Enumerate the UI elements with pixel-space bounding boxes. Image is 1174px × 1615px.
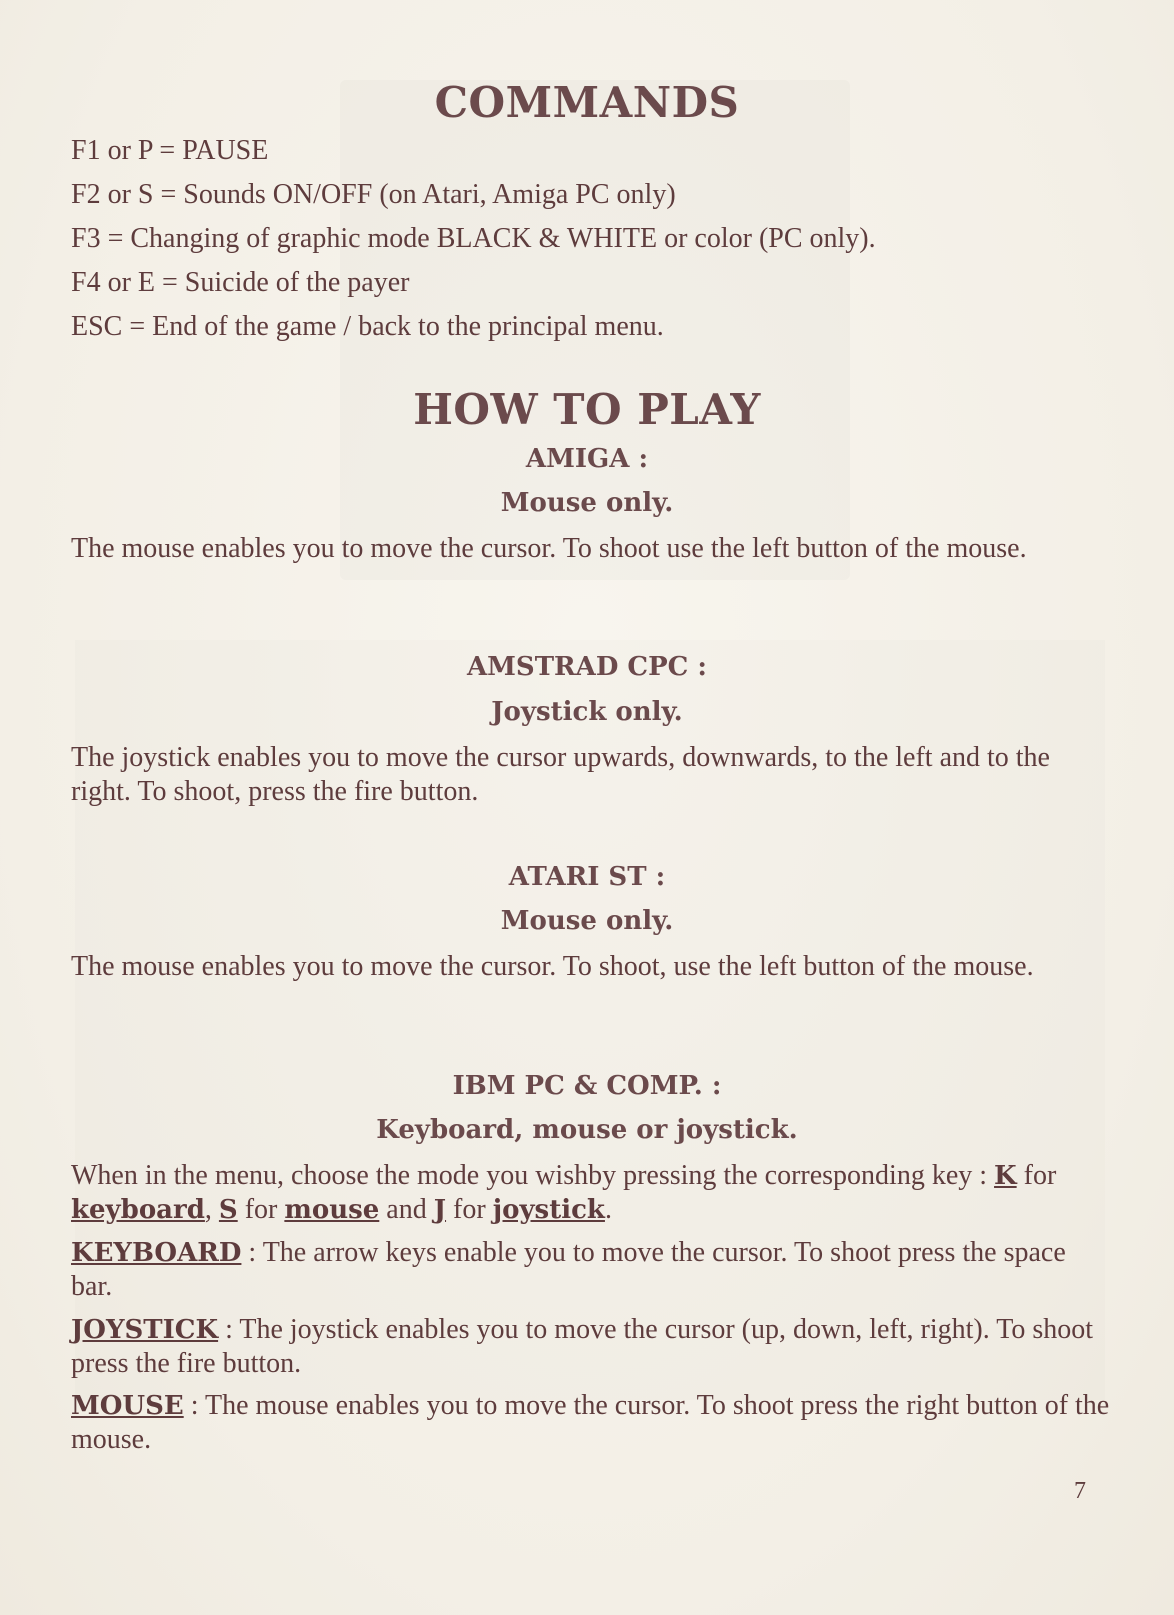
command-line-f4: F4 or E = Suicide of the payer [71, 267, 410, 298]
command-line-f1: F1 or P = PAUSE [71, 135, 269, 166]
ibm-subheading: Keyboard, mouse or joystick. [376, 1115, 798, 1145]
for-text-1: for [1016, 1160, 1057, 1191]
end-text: . [604, 1194, 612, 1225]
amstrad-heading: AMSTRAD CPC : [466, 652, 708, 682]
and-text: and [379, 1194, 434, 1225]
amiga-text: The mouse enables you to move the cursor. To shoot use the left button of the mouse. [71, 533, 1027, 564]
joystick-label: JOYSTICK [71, 1315, 219, 1345]
word-mouse: mouse [284, 1195, 380, 1225]
joystick-paragraph [71, 1313, 1111, 1381]
word-joystick: joystick [492, 1195, 605, 1225]
keyboard-label: KEYBOARD [71, 1238, 242, 1268]
joystick-text: : The joystick enables you to move the cursor (up, down, left, right). To shoot press the fire button. [71, 1314, 1094, 1379]
how-to-play-title: HOW TO PLAY [413, 385, 761, 434]
key-j: J [433, 1195, 447, 1225]
ibm-intro-text: When in the menu, choose the mode you wishby pressing the corresponding key : [71, 1160, 995, 1191]
for-text-2: for [237, 1194, 285, 1225]
amstrad-subheading: Joystick only. [491, 697, 683, 727]
separator-text: , [204, 1194, 219, 1225]
for-text-3: for [446, 1194, 493, 1225]
amiga-heading: AMIGA : [525, 444, 649, 474]
atari-text: The mouse enables you to move the cursor. To shoot, use the left button of the mouse. [71, 951, 1034, 982]
atari-heading: ATARI ST : [508, 862, 666, 892]
mouse-text: : The mouse enables you to move the cursor. To shoot press the right button of the mouse. [71, 1390, 1110, 1455]
atari-subheading: Mouse only. [500, 906, 674, 936]
mouse-label: MOUSE [71, 1391, 184, 1421]
command-line-f3: F3 = Changing of graphic mode BLACK & WHITE or color (PC only). [71, 223, 876, 254]
amstrad-text: The joystick enables you to move the cursor upwards, downwards, to the left and to the right. To shoot, press the fire button. [71, 742, 1050, 807]
keyboard-text: : The arrow keys enable you to move the cursor. To shoot press the space bar. [71, 1237, 1066, 1302]
page-number: 7 [1074, 1478, 1086, 1504]
command-line-esc: ESC = End of the game / back to the principal menu. [71, 311, 664, 342]
amiga-subheading: Mouse only. [500, 488, 674, 518]
command-line-f2: F2 or S = Sounds ON/OFF (on Atari, Amiga PC only) [71, 179, 676, 210]
key-s: S [218, 1195, 238, 1225]
keyboard-paragraph [71, 1236, 1111, 1304]
commands-title: COMMANDS [434, 78, 740, 127]
word-keyboard: keyboard [71, 1195, 205, 1225]
key-k: K [994, 1161, 1017, 1191]
mouse-paragraph [71, 1389, 1111, 1457]
ibm-intro [71, 1159, 1111, 1227]
ibm-heading: IBM PC & COMP. : [452, 1071, 722, 1101]
